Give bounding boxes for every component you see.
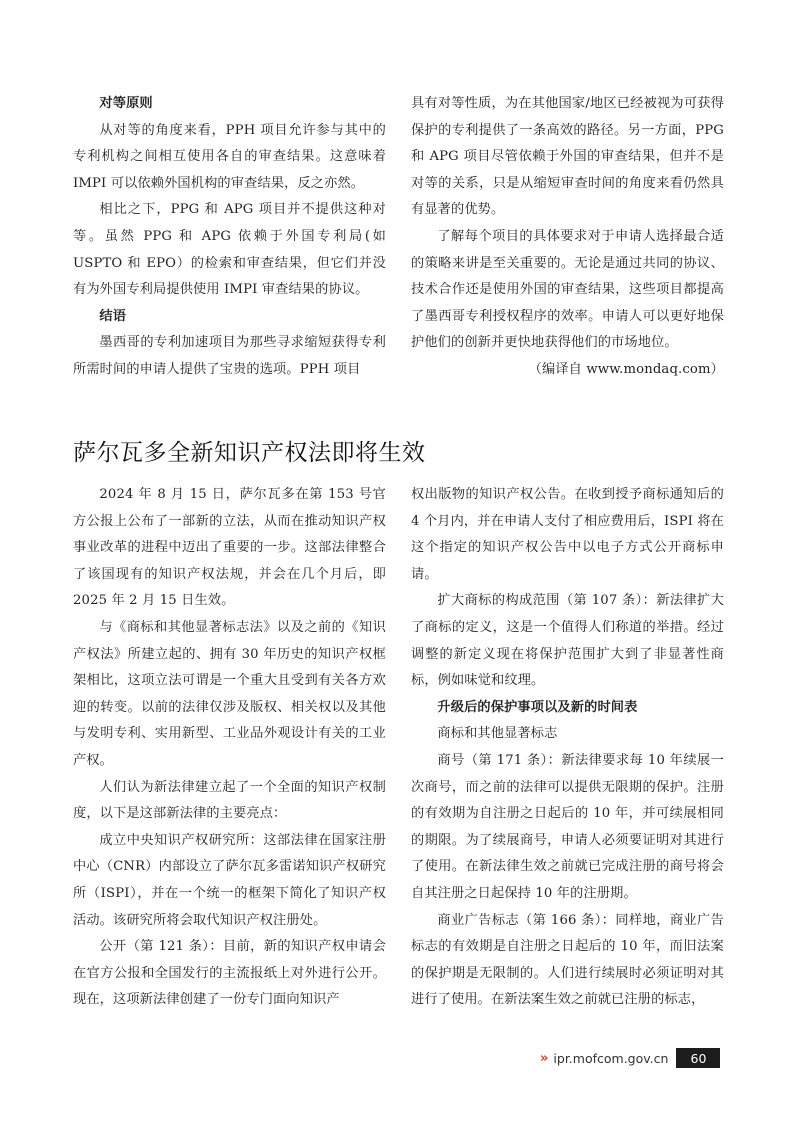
paragraph-continued: 具有对等性质，为在其他国家/地区已经被视为可获得保护的专利提供了一条高效的路径。另一方面，PPG 和 APG 项目尽管依赖于外国的审查结果，但并不是对等的关系，只是从缩短审查时间的角度来看仍然具有显著的优势。 xyxy=(411,96,724,218)
subheading: 商标和其他显著标志 xyxy=(437,726,558,742)
paragraph: 2024 年 8 月 15 日，萨尔瓦多在第 153 号官方公报上公布了一部新的立法，从而在推动知识产权事业改革的进程中迈出了重要的一步。这部法律整合了该国现有的知识产权法规，并会在几个月后，即 2025 年 2 月 15 日生效。 xyxy=(73,487,386,609)
paragraph-continued: 权出版物的知识产权公告。在收到授予商标通知后的 4 个月内，并在申请人支付了相应费用后，ISPI 将在这个指定的知识产权公告中以电子方式公开商标申请。 xyxy=(411,487,724,582)
article-title: 萨尔瓦多全新知识产权法即将生效 xyxy=(73,440,426,466)
section-heading-conclusion: 结语 xyxy=(99,308,127,324)
article2-column-right xyxy=(411,482,724,1014)
source-credit: （编译自 www.mondaq.com） xyxy=(528,361,724,377)
section-heading-upgraded-protection: 升级后的保护事项以及新的时间表 xyxy=(437,699,638,715)
paragraph xyxy=(411,224,724,377)
article1-column-left xyxy=(73,91,386,384)
article2-column-left xyxy=(73,482,386,1014)
paragraph: 商号（第 171 条）：新法律要求每 10 年续展一次商号，而之前的法律可以提供无限期的保护。注册的有效期为自注册之日起后的 10 年，并可续展相同的期限。为了续展商号，申请人必须要证明对其进行了使用。在新法律生效之前就已完成注册的商号将会自其注册之日起保持 10 年的注册期。 xyxy=(411,752,724,901)
paragraph: 与《商标和其他显著标志法》以及之前的《知识产权法》所建立起的、拥有 30 年历史的知识产权框架相比，这项立法可谓是一个重大且受到有关各方欢迎的转变。以前的法律仅涉及版权、相关权以及其他与发明专利、实用新型、工业品外观设计有关的工业产权。 xyxy=(73,619,386,768)
page-number: 60 xyxy=(676,1048,720,1068)
article1-column-right xyxy=(411,91,724,384)
paragraph: 商业广告标志（第 166 条）：同样地，商业广告标志的有效期是自注册之日起后的 10 年，而旧法案的保护期是无限制的。人们进行续展时必须证明对其进行了使用。在新法案生效之前就已注册的标志， xyxy=(411,912,724,1008)
paragraph: 墨西哥的专利加速项目为那些寻求缩短获得专利所需时间的申请人提供了宝贵的选项。PPH 项目 xyxy=(73,335,386,377)
double-chevron-right-icon: » xyxy=(540,1050,546,1066)
page-footer xyxy=(540,1047,720,1069)
paragraph: 成立中央知识产权研究所：这部法律在国家注册中心（CNR）内部设立了萨尔瓦多雷诺知识产权研究所（ISPI），并在一个统一的框架下简化了知识产权活动。该研究所将会取代知识产权注册处。 xyxy=(73,832,386,928)
footer-url[interactable]: ipr.mofcom.gov.cn xyxy=(553,1050,669,1066)
paragraph: 扩大商标的构成范围（第 107 条）：新法律扩大了商标的定义，这是一个值得人们称道的举措。经过调整的新定义现在将保护范围扩大到了非显著性商标，例如味觉和纹理。 xyxy=(411,593,724,689)
paragraph: 公开（第 121 条）：目前，新的知识产权申请会在官方公报和全国发行的主流报纸上对外进行公开。现在，这项新法律创建了一份专门面向知识产 xyxy=(73,939,386,1008)
paragraph: 相比之下，PPG 和 APG 项目并不提供这种对等。虽然 PPG 和 APG 依赖于外国专利局(如 USPTO 和 EPO）的检索和审查结果，但它们并没有为外国专利局提供使用 IMPI 审查结果的协议。 xyxy=(73,202,386,298)
paragraph-text: 了解每个项目的具体要求对于申请人选择最合适的策略来讲是至关重要的。无论是通过共同的协议、技术合作还是使用外国的审查结果，这些项目都提高了墨西哥专利授权程序的效率。申请人可以更好地保护他们的创新并更快地获得他们的市场地位。 xyxy=(411,228,724,351)
paragraph: 人们认为新法律建立起了一个全面的知识产权制度，以下是这部新法律的主要亮点： xyxy=(73,779,386,822)
paragraph: 从对等的角度来看，PPH 项目允许参与其中的专利机构之间相互使用各自的审查结果。这意味着 IMPI 可以依赖外国机构的审查结果，反之亦然。 xyxy=(73,122,386,191)
section-heading-reciprocity: 对等原则 xyxy=(99,96,153,111)
